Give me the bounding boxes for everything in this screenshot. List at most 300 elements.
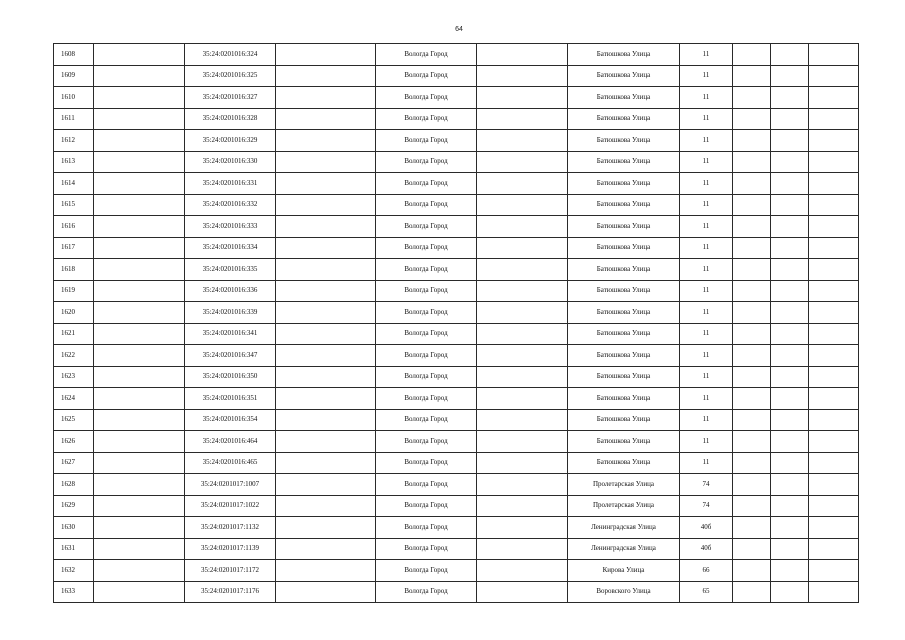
empty-cell: [733, 216, 771, 238]
house-number-cell: 11: [680, 194, 733, 216]
empty-cell: [94, 108, 185, 130]
house-number-cell: 40б: [680, 538, 733, 560]
street-cell: Батюшкова Улица: [568, 216, 680, 238]
street-cell: Батюшкова Улица: [568, 259, 680, 281]
table-row: [54, 431, 859, 453]
empty-cell: [733, 581, 771, 603]
house-number-cell: 11: [680, 130, 733, 152]
row-number-cell: 1619: [54, 280, 94, 302]
street-cell: Ленинградская Улица: [568, 538, 680, 560]
cadastral-number-cell: 35:24:0201016:333: [185, 216, 276, 238]
row-number-cell: 1609: [54, 65, 94, 87]
empty-cell: [771, 517, 809, 539]
street-cell: Батюшкова Улица: [568, 409, 680, 431]
row-number-cell: 1613: [54, 151, 94, 173]
empty-cell: [733, 345, 771, 367]
cadastral-number-cell: 35:24:0201016:350: [185, 366, 276, 388]
row-number-cell: 1626: [54, 431, 94, 453]
empty-cell: [733, 108, 771, 130]
locality-cell: Вологда Город: [376, 431, 477, 453]
row-number-cell: 1608: [54, 44, 94, 66]
row-number-cell: 1629: [54, 495, 94, 517]
house-number-cell: 40б: [680, 517, 733, 539]
street-cell: Батюшкова Улица: [568, 431, 680, 453]
empty-cell: [771, 151, 809, 173]
cadastral-number-cell: 35:24:0201016:335: [185, 259, 276, 281]
table-row: [54, 44, 859, 66]
locality-cell: Вологда Город: [376, 581, 477, 603]
table-row: [54, 538, 859, 560]
table-row: [54, 560, 859, 582]
locality-cell: Вологда Город: [376, 323, 477, 345]
locality-cell: Вологда Город: [376, 345, 477, 367]
street-cell: Батюшкова Улица: [568, 280, 680, 302]
empty-cell: [94, 87, 185, 109]
empty-cell: [477, 560, 568, 582]
empty-cell: [94, 259, 185, 281]
locality-cell: Вологда Город: [376, 560, 477, 582]
locality-cell: Вологда Город: [376, 130, 477, 152]
empty-cell: [477, 538, 568, 560]
row-number-cell: 1623: [54, 366, 94, 388]
empty-cell: [477, 581, 568, 603]
house-number-cell: 11: [680, 280, 733, 302]
house-number-cell: 11: [680, 452, 733, 474]
empty-cell: [809, 495, 859, 517]
empty-cell: [771, 345, 809, 367]
empty-cell: [733, 452, 771, 474]
empty-cell: [809, 259, 859, 281]
empty-cell: [94, 409, 185, 431]
locality-cell: Вологда Город: [376, 173, 477, 195]
empty-cell: [477, 452, 568, 474]
empty-cell: [733, 474, 771, 496]
empty-cell: [477, 345, 568, 367]
empty-cell: [733, 366, 771, 388]
locality-cell: Вологда Город: [376, 302, 477, 324]
cadastral-number-cell: 35:24:0201016:347: [185, 345, 276, 367]
empty-cell: [771, 366, 809, 388]
house-number-cell: 11: [680, 44, 733, 66]
locality-cell: Вологда Город: [376, 388, 477, 410]
row-number-cell: 1621: [54, 323, 94, 345]
house-number-cell: 11: [680, 345, 733, 367]
house-number-cell: 11: [680, 302, 733, 324]
empty-cell: [477, 108, 568, 130]
empty-cell: [276, 280, 376, 302]
empty-cell: [276, 474, 376, 496]
empty-cell: [477, 280, 568, 302]
table-row: [54, 108, 859, 130]
locality-cell: Вологда Город: [376, 44, 477, 66]
empty-cell: [94, 538, 185, 560]
empty-cell: [276, 323, 376, 345]
empty-cell: [276, 302, 376, 324]
empty-cell: [771, 87, 809, 109]
table-row: [54, 302, 859, 324]
locality-cell: Вологда Город: [376, 409, 477, 431]
empty-cell: [771, 44, 809, 66]
empty-cell: [276, 237, 376, 259]
row-number-cell: 1630: [54, 517, 94, 539]
empty-cell: [477, 87, 568, 109]
row-number-cell: 1616: [54, 216, 94, 238]
empty-cell: [771, 259, 809, 281]
cadastral-number-cell: 35:24:0201016:464: [185, 431, 276, 453]
cadastral-number-cell: 35:24:0201016:351: [185, 388, 276, 410]
empty-cell: [809, 323, 859, 345]
empty-cell: [809, 216, 859, 238]
locality-cell: Вологда Город: [376, 452, 477, 474]
empty-cell: [733, 65, 771, 87]
empty-cell: [94, 431, 185, 453]
empty-cell: [276, 452, 376, 474]
empty-cell: [94, 216, 185, 238]
house-number-cell: 11: [680, 173, 733, 195]
empty-cell: [771, 452, 809, 474]
empty-cell: [477, 431, 568, 453]
cadastral-number-cell: 35:24:0201017:1139: [185, 538, 276, 560]
empty-cell: [477, 216, 568, 238]
locality-cell: Вологда Город: [376, 280, 477, 302]
cadastral-number-cell: 35:24:0201016:341: [185, 323, 276, 345]
empty-cell: [809, 130, 859, 152]
empty-cell: [771, 173, 809, 195]
empty-cell: [809, 65, 859, 87]
locality-cell: Вологда Город: [376, 517, 477, 539]
empty-cell: [477, 151, 568, 173]
row-number-cell: 1624: [54, 388, 94, 410]
cadastral-number-cell: 35:24:0201016:336: [185, 280, 276, 302]
empty-cell: [733, 495, 771, 517]
empty-cell: [276, 259, 376, 281]
empty-cell: [809, 366, 859, 388]
empty-cell: [276, 108, 376, 130]
empty-cell: [276, 517, 376, 539]
table-row: [54, 409, 859, 431]
empty-cell: [276, 409, 376, 431]
empty-cell: [771, 108, 809, 130]
table-row: [54, 474, 859, 496]
empty-cell: [809, 194, 859, 216]
empty-cell: [809, 237, 859, 259]
empty-cell: [809, 151, 859, 173]
house-number-cell: 11: [680, 388, 733, 410]
empty-cell: [94, 44, 185, 66]
empty-cell: [94, 65, 185, 87]
empty-cell: [771, 495, 809, 517]
empty-cell: [733, 280, 771, 302]
row-number-cell: 1622: [54, 345, 94, 367]
empty-cell: [733, 130, 771, 152]
row-number-cell: 1611: [54, 108, 94, 130]
empty-cell: [733, 388, 771, 410]
empty-cell: [771, 194, 809, 216]
locality-cell: Вологда Город: [376, 366, 477, 388]
street-cell: Батюшкова Улица: [568, 452, 680, 474]
empty-cell: [94, 452, 185, 474]
house-number-cell: 11: [680, 216, 733, 238]
locality-cell: Вологда Город: [376, 87, 477, 109]
cadastral-number-cell: 35:24:0201016:324: [185, 44, 276, 66]
cadastral-number-cell: 35:24:0201016:331: [185, 173, 276, 195]
table-row: [54, 345, 859, 367]
street-cell: Батюшкова Улица: [568, 345, 680, 367]
table-row: [54, 173, 859, 195]
empty-cell: [809, 581, 859, 603]
empty-cell: [477, 388, 568, 410]
empty-cell: [733, 323, 771, 345]
table-row: [54, 216, 859, 238]
cadastral-number-cell: 35:24:0201017:1176: [185, 581, 276, 603]
street-cell: Батюшкова Улица: [568, 237, 680, 259]
empty-cell: [477, 44, 568, 66]
empty-cell: [276, 44, 376, 66]
empty-cell: [771, 216, 809, 238]
locality-cell: Вологда Город: [376, 216, 477, 238]
empty-cell: [477, 366, 568, 388]
empty-cell: [477, 237, 568, 259]
row-number-cell: 1632: [54, 560, 94, 582]
street-cell: Ленинградская Улица: [568, 517, 680, 539]
house-number-cell: 66: [680, 560, 733, 582]
row-number-cell: 1627: [54, 452, 94, 474]
street-cell: Батюшкова Улица: [568, 323, 680, 345]
cadastral-number-cell: 35:24:0201016:329: [185, 130, 276, 152]
table-row: [54, 495, 859, 517]
empty-cell: [733, 517, 771, 539]
street-cell: Пролетарская Улица: [568, 474, 680, 496]
cadastral-number-cell: 35:24:0201016:334: [185, 237, 276, 259]
empty-cell: [809, 44, 859, 66]
empty-cell: [276, 151, 376, 173]
row-number-cell: 1631: [54, 538, 94, 560]
empty-cell: [276, 366, 376, 388]
cadastral-number-cell: 35:24:0201016:332: [185, 194, 276, 216]
locality-cell: Вологда Город: [376, 474, 477, 496]
empty-cell: [94, 517, 185, 539]
house-number-cell: 74: [680, 474, 733, 496]
empty-cell: [809, 388, 859, 410]
empty-cell: [276, 560, 376, 582]
table-row: [54, 581, 859, 603]
empty-cell: [771, 538, 809, 560]
house-number-cell: 74: [680, 495, 733, 517]
street-cell: Кирова Улица: [568, 560, 680, 582]
house-number-cell: 11: [680, 431, 733, 453]
empty-cell: [771, 431, 809, 453]
row-number-cell: 1617: [54, 237, 94, 259]
empty-cell: [94, 302, 185, 324]
house-number-cell: 11: [680, 151, 733, 173]
house-number-cell: 11: [680, 409, 733, 431]
empty-cell: [809, 280, 859, 302]
cadastral-number-cell: 35:24:0201017:1022: [185, 495, 276, 517]
row-number-cell: 1628: [54, 474, 94, 496]
empty-cell: [809, 345, 859, 367]
row-number-cell: 1625: [54, 409, 94, 431]
empty-cell: [94, 474, 185, 496]
table-row: [54, 517, 859, 539]
street-cell: Батюшкова Улица: [568, 151, 680, 173]
row-number-cell: 1618: [54, 259, 94, 281]
empty-cell: [477, 130, 568, 152]
empty-cell: [771, 560, 809, 582]
empty-cell: [809, 173, 859, 195]
registry-table: [53, 43, 859, 603]
empty-cell: [477, 259, 568, 281]
locality-cell: Вологда Город: [376, 237, 477, 259]
empty-cell: [809, 474, 859, 496]
cadastral-number-cell: 35:24:0201017:1132: [185, 517, 276, 539]
empty-cell: [276, 173, 376, 195]
table-row: [54, 452, 859, 474]
empty-cell: [477, 173, 568, 195]
empty-cell: [733, 302, 771, 324]
empty-cell: [771, 65, 809, 87]
row-number-cell: 1614: [54, 173, 94, 195]
empty-cell: [809, 87, 859, 109]
house-number-cell: 11: [680, 366, 733, 388]
empty-cell: [477, 65, 568, 87]
street-cell: Батюшкова Улица: [568, 44, 680, 66]
empty-cell: [276, 581, 376, 603]
empty-cell: [809, 108, 859, 130]
locality-cell: Вологда Город: [376, 108, 477, 130]
table-row: [54, 87, 859, 109]
empty-cell: [733, 560, 771, 582]
street-cell: Пролетарская Улица: [568, 495, 680, 517]
street-cell: Батюшкова Улица: [568, 194, 680, 216]
empty-cell: [733, 237, 771, 259]
empty-cell: [477, 517, 568, 539]
registry-table-body: [54, 44, 859, 603]
empty-cell: [733, 87, 771, 109]
empty-cell: [809, 302, 859, 324]
street-cell: Батюшкова Улица: [568, 388, 680, 410]
table-row: [54, 366, 859, 388]
table-row: [54, 259, 859, 281]
cadastral-number-cell: 35:24:0201016:354: [185, 409, 276, 431]
empty-cell: [771, 409, 809, 431]
empty-cell: [733, 173, 771, 195]
street-cell: Батюшкова Улица: [568, 65, 680, 87]
cadastral-number-cell: 35:24:0201017:1007: [185, 474, 276, 496]
row-number-cell: 1610: [54, 87, 94, 109]
house-number-cell: 11: [680, 108, 733, 130]
empty-cell: [276, 216, 376, 238]
empty-cell: [94, 237, 185, 259]
empty-cell: [771, 474, 809, 496]
table-row: [54, 323, 859, 345]
house-number-cell: 11: [680, 237, 733, 259]
empty-cell: [809, 560, 859, 582]
house-number-cell: 11: [680, 65, 733, 87]
empty-cell: [276, 388, 376, 410]
empty-cell: [771, 323, 809, 345]
empty-cell: [477, 495, 568, 517]
empty-cell: [771, 237, 809, 259]
empty-cell: [94, 366, 185, 388]
locality-cell: Вологда Город: [376, 495, 477, 517]
empty-cell: [809, 538, 859, 560]
page-number: 64: [455, 26, 463, 33]
empty-cell: [771, 280, 809, 302]
empty-cell: [94, 560, 185, 582]
empty-cell: [477, 323, 568, 345]
empty-cell: [733, 259, 771, 281]
empty-cell: [94, 345, 185, 367]
empty-cell: [276, 495, 376, 517]
table-row: [54, 388, 859, 410]
row-number-cell: 1633: [54, 581, 94, 603]
empty-cell: [771, 302, 809, 324]
street-cell: Воровского Улица: [568, 581, 680, 603]
empty-cell: [276, 65, 376, 87]
table-row: [54, 237, 859, 259]
empty-cell: [276, 345, 376, 367]
empty-cell: [733, 538, 771, 560]
street-cell: Батюшкова Улица: [568, 173, 680, 195]
row-number-cell: 1615: [54, 194, 94, 216]
locality-cell: Вологда Город: [376, 259, 477, 281]
table-row: [54, 151, 859, 173]
street-cell: Батюшкова Улица: [568, 87, 680, 109]
table-row: [54, 65, 859, 87]
street-cell: Батюшкова Улица: [568, 130, 680, 152]
empty-cell: [94, 130, 185, 152]
empty-cell: [733, 151, 771, 173]
street-cell: Батюшкова Улица: [568, 302, 680, 324]
empty-cell: [809, 431, 859, 453]
cadastral-number-cell: 35:24:0201016:330: [185, 151, 276, 173]
empty-cell: [809, 409, 859, 431]
cadastral-number-cell: 35:24:0201016:328: [185, 108, 276, 130]
empty-cell: [94, 388, 185, 410]
table-row: [54, 280, 859, 302]
locality-cell: Вологда Город: [376, 538, 477, 560]
empty-cell: [276, 130, 376, 152]
empty-cell: [733, 431, 771, 453]
empty-cell: [276, 194, 376, 216]
locality-cell: Вологда Город: [376, 65, 477, 87]
cadastral-number-cell: 35:24:0201016:339: [185, 302, 276, 324]
locality-cell: Вологда Город: [376, 151, 477, 173]
cadastral-number-cell: 35:24:0201017:1172: [185, 560, 276, 582]
empty-cell: [771, 388, 809, 410]
empty-cell: [276, 87, 376, 109]
empty-cell: [477, 194, 568, 216]
empty-cell: [94, 194, 185, 216]
empty-cell: [733, 44, 771, 66]
empty-cell: [94, 173, 185, 195]
empty-cell: [94, 151, 185, 173]
row-number-cell: 1612: [54, 130, 94, 152]
empty-cell: [94, 280, 185, 302]
street-cell: Батюшкова Улица: [568, 108, 680, 130]
empty-cell: [477, 409, 568, 431]
table-row: [54, 194, 859, 216]
empty-cell: [771, 581, 809, 603]
locality-cell: Вологда Город: [376, 194, 477, 216]
house-number-cell: 65: [680, 581, 733, 603]
empty-cell: [733, 409, 771, 431]
cadastral-number-cell: 35:24:0201016:327: [185, 87, 276, 109]
empty-cell: [94, 323, 185, 345]
empty-cell: [276, 538, 376, 560]
empty-cell: [477, 302, 568, 324]
house-number-cell: 11: [680, 323, 733, 345]
